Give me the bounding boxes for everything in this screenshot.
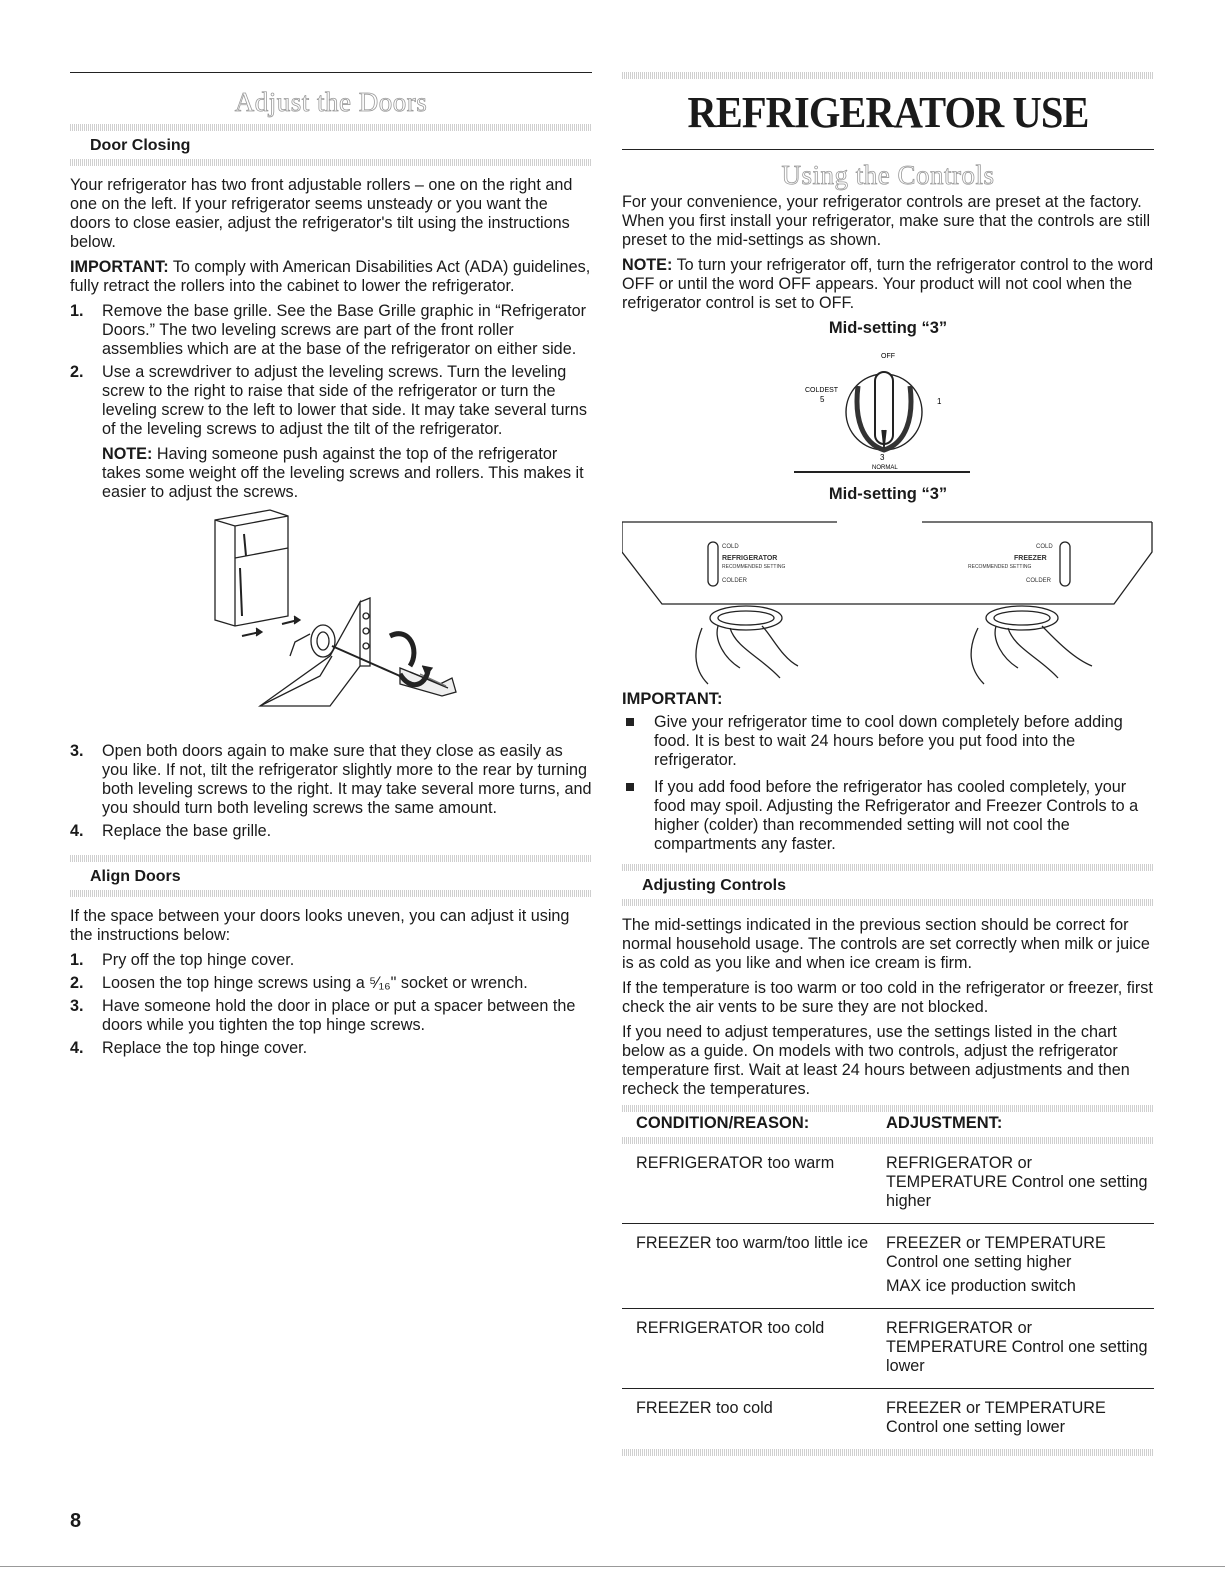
adjusting-controls-heading: Adjusting Controls — [642, 877, 786, 894]
page-number: 8 — [70, 1510, 82, 1532]
section-title-using-controls: Using the Controls — [781, 160, 995, 190]
svg-text:RECOMMENDED SETTING: RECOMMENDED SETTING — [722, 564, 786, 570]
table-row — [622, 1224, 1154, 1309]
hatch-divider — [622, 1105, 1154, 1112]
align-doors-heading: Align Doors — [90, 868, 181, 885]
list-item: Give your refrigerator time to cool down completely before adding food. It is best to wait 24 hours before you put food into the refrigerator. — [622, 713, 1154, 770]
door-closing-steps — [70, 302, 592, 502]
hatch-divider — [70, 855, 592, 862]
table-cell: FREEZER too warm/too little ice — [622, 1224, 872, 1309]
page-title: REFRIGERATOR USE — [687, 88, 1089, 137]
svg-text:1: 1 — [937, 397, 942, 406]
table-cell: FREEZER or TEMPERATURE Control one setting higher MAX ice production switch — [872, 1224, 1154, 1309]
svg-text:COLD: COLD — [722, 544, 739, 550]
table-cell: REFRIGERATOR or TEMPERATURE Control one setting lower — [872, 1309, 1154, 1389]
panel-caption: Mid-setting “3” — [828, 485, 948, 503]
important-heading: IMPORTANT: — [622, 690, 723, 708]
hatch-divider — [70, 890, 592, 897]
leveling-screw-illustration — [70, 506, 592, 736]
table-cell: REFRIGERATOR too cold — [622, 1309, 872, 1389]
door-closing-heading: Door Closing — [90, 137, 191, 154]
table-row — [622, 1144, 1154, 1224]
adjusting-para: If the temperature is too warm or too cold in the refrigerator or freezer, first check the air vents to be sure they are not blocked. — [622, 979, 1153, 1016]
svg-text:COLD: COLD — [1036, 544, 1053, 550]
table-cell: REFRIGERATOR too warm — [636, 1154, 835, 1172]
table-cell: FREEZER too cold — [622, 1389, 872, 1450]
controls-note: NOTE: To turn your refrigerator off, turn the refrigerator control to the word OFF or until the word OFF appears. Your product will not cool when the refrigerator control is set to OFF. — [622, 256, 1154, 312]
table-row — [622, 1309, 1154, 1389]
door-closing-steps-continued — [70, 742, 592, 841]
svg-text:COLDEST: COLDEST — [805, 387, 839, 394]
door-closing-intro: Your refrigerator has two front adjustable rollers – one on the right and one on the left. If your refrigerator seems unsteady or you want the doors to close easier, adjust the refrigerator's tilt using the instructions below. — [70, 176, 573, 251]
svg-text:COLDER: COLDER — [722, 578, 748, 584]
control-panel-illustration — [622, 508, 1154, 688]
svg-text:RECOMMENDED SETTING: RECOMMENDED SETTING — [968, 564, 1032, 570]
list-item: 4. Replace the base grille. — [70, 822, 272, 840]
hatch-divider — [70, 159, 592, 166]
list-item: 3. Open both doors again to make sure that they close as easily as you like. If not, tilt the refrigerator slightly more to the rear by turning both leveling screws to the right. It may take several more turns, and you should turn both leveling screws the same amount. — [70, 742, 592, 817]
column-header: CONDITION/REASON: — [636, 1114, 810, 1132]
list-item: If you add food before the refrigerator has cooled completely, your food may spoil. Adjusting the Refrigerator and Freezer Controls to a higher (colder) than recommended setting will not cool the compartments any faster. — [622, 778, 1154, 854]
hatch-divider — [622, 72, 1154, 79]
list-item: 3. Have someone hold the door in place or put a spacer between the doors while you tighten the top hinge screws. — [70, 997, 576, 1034]
list-item: 1. Remove the base grille. See the Base Grille graphic in “Refrigerator Doors.” The two leveling screws are part of the front roller assemblies which are at the base of the refrigerator on either side. — [70, 302, 587, 358]
hatch-divider — [622, 1449, 1154, 1456]
bottom-rule — [0, 1566, 1225, 1567]
controls-intro: For your convenience, your refrigerator controls are preset at the factory. When you first install your refrigerator, make sure that the controls are still preset to the mid-settings as shown. — [622, 193, 1151, 249]
hatch-divider — [622, 1137, 1154, 1144]
hatch-divider — [622, 864, 1154, 871]
important-list — [622, 713, 1154, 854]
svg-text:COLDER: COLDER — [1026, 578, 1052, 584]
svg-text:OFF: OFF — [881, 353, 895, 360]
adjustment-table — [622, 1112, 1154, 1449]
column-header: ADJUSTMENT: — [886, 1114, 1003, 1132]
right-column — [622, 0, 1154, 1456]
align-doors-intro: If the space between your doors looks uneven, you can adjust it using the instructions below: — [70, 907, 570, 944]
hatch-divider — [622, 899, 1154, 906]
align-doors-steps — [70, 951, 592, 1058]
table-cell: FREEZER or TEMPERATURE Control one setting lower — [872, 1389, 1154, 1450]
title-rule — [622, 149, 1154, 150]
list-item: 1. Pry off the top hinge cover. — [70, 951, 295, 969]
svg-text:3: 3 — [880, 453, 885, 462]
list-item: 2. Use a screwdriver to adjust the leveling screws. Turn the leveling screw to the right to raise that side of the refrigerator or turn the leveling screw to the left to lower that side. It may take several turns of the leveling screws to adjust the tilt of the refrigerator. NOTE: Having someone push against the top of the refrigerator takes some weight off the leveling screws and rollers. This makes it easier to adjust the screws. — [70, 363, 592, 502]
hatch-divider — [70, 124, 592, 131]
top-rule — [70, 72, 592, 73]
control-dial-illustration — [622, 338, 1154, 473]
square-bullet-icon — [626, 783, 634, 791]
svg-text:FREEZER: FREEZER — [1014, 555, 1047, 562]
svg-text:NORMAL: NORMAL — [872, 465, 898, 471]
door-closing-important: IMPORTANT: To comply with American Disabilities Act (ADA) guidelines, fully retract the rollers into the cabinet to lower the refrigerator. — [70, 258, 591, 295]
table-header — [622, 1112, 1154, 1137]
square-bullet-icon — [626, 718, 634, 726]
adjusting-para: The mid-settings indicated in the previous section should be correct for normal household usage. The controls are set correctly when milk or juice is as cold as you like and when ice cream is firm. — [622, 916, 1150, 972]
dial-caption: Mid-setting “3” — [828, 319, 948, 337]
adjusting-para: If you need to adjust temperatures, use the settings listed in the chart below as a guide. On models with two controls, adjust the refrigerator temperature first. Wait at least 24 hours between adjustments and then recheck the temperatures. — [622, 1023, 1130, 1098]
section-title-adjust-doors: Adjust the Doors — [234, 87, 428, 117]
left-column — [70, 0, 592, 1062]
table-cell: REFRIGERATOR or TEMPERATURE Control one setting higher — [886, 1154, 1148, 1210]
table-row — [622, 1389, 1154, 1450]
list-item: 2. Loosen the top hinge screws using a ⁵⁄₁₆" socket or wrench. — [70, 974, 528, 992]
svg-text:REFRIGERATOR: REFRIGERATOR — [722, 555, 778, 562]
svg-text:5: 5 — [820, 395, 825, 404]
door-closing-note: NOTE: Having someone push against the top of the refrigerator takes some weight off the leveling screws and rollers. This makes it easier to adjust the screws. — [102, 445, 584, 501]
list-item: 4. Replace the top hinge cover. — [70, 1039, 308, 1057]
